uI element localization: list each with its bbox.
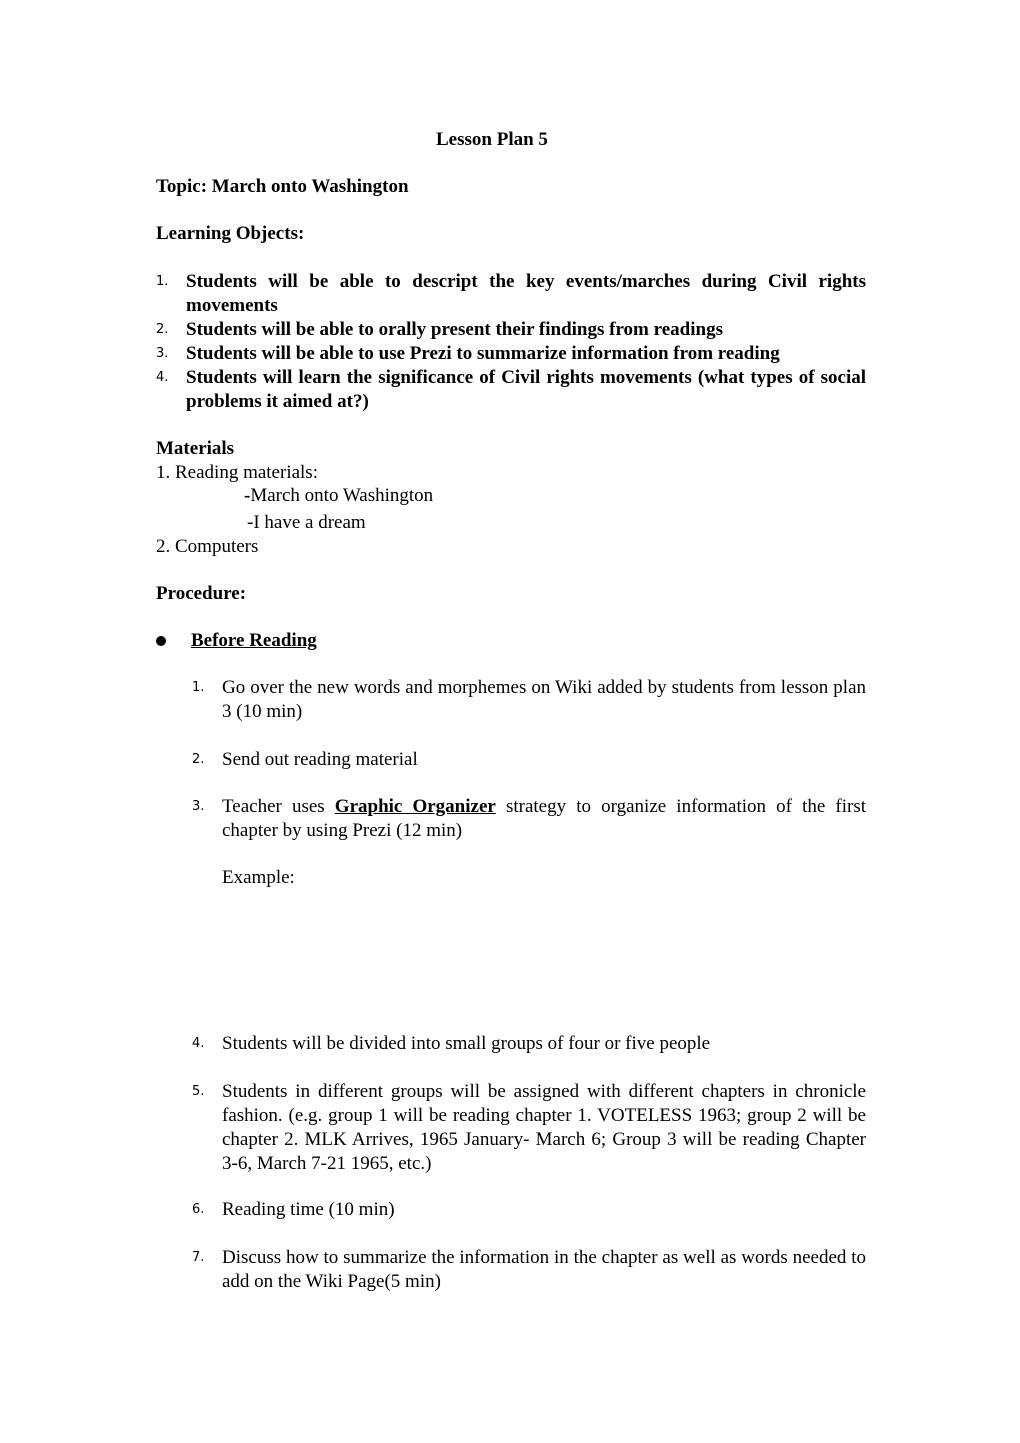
example-label: Example: [222, 867, 295, 888]
graphic-organizer-link: Graphic Organizer [334, 796, 496, 817]
dash-marker: - [244, 485, 251, 506]
step-text-post: strategy to organize information of the first chapter by using Prezi (12 min) [222, 796, 866, 841]
list-number: 1. [156, 274, 169, 289]
step-text: Send out reading material [222, 749, 418, 770]
materials-subitem [244, 484, 433, 508]
objective-text: Students will be able to use Prezi to summarize information from reading [186, 343, 780, 364]
materials-item-reading: 1. Reading materials: [156, 462, 318, 483]
learning-objects-heading: Learning Objects: [156, 223, 305, 244]
step-text-pre: Teacher uses [222, 796, 335, 817]
materials-heading: Materials [156, 438, 235, 459]
objective-text: Students will be able to orally present their findings from readings [186, 319, 723, 340]
step-text [222, 795, 866, 843]
step-text: Reading time (10 min) [222, 1199, 395, 1220]
list-number: 6. [192, 1202, 205, 1217]
materials-item-computers: 2. Computers [156, 536, 259, 557]
step-text: Go over the new words and morphemes on Wiki added by students from lesson plan 3 (10 min) [222, 677, 866, 722]
page-title: Lesson Plan 5 [436, 129, 548, 150]
list-number: 3. [156, 346, 169, 361]
list-number: 1. [192, 680, 205, 695]
list-number: 2. [156, 322, 169, 337]
list-number: 5. [192, 1084, 205, 1099]
objective-text: Students will be able to descript the key events/marches during Civil rights movements [186, 271, 866, 316]
materials-subitem: -I have a dream [247, 512, 366, 533]
topic-heading: Topic: March onto Washington [156, 176, 409, 197]
step-text: Students will be divided into small groups of four or five people [222, 1033, 711, 1054]
list-number: 3. [192, 799, 205, 814]
procedure-heading: Procedure: [156, 583, 247, 604]
list-number: 7. [192, 1250, 205, 1265]
objective-text: Students will learn the significance of Civil rights movements (what types of social problems it aimed at?) [186, 367, 866, 412]
list-number: 4. [156, 370, 169, 385]
list-number: 4. [192, 1036, 205, 1051]
step-text: Students in different groups will be assigned with different chapters in chronicle fashion. (e.g. group 1 will be reading chapter 1. VOTELESS 1963; group 2 will be chapter 2. MLK Arrives, 1965 January- March 6; Group 3 will be reading Chapter 3-6, March 7-21 1965, etc.) [222, 1081, 866, 1174]
list-number: 2. [192, 752, 205, 767]
bullet-icon [156, 636, 166, 646]
materials-subitem-text: March onto Washington [250, 485, 434, 506]
step-text: Discuss how to summarize the information in the chapter as well as words needed to add on the Wiki Page(5 min) [222, 1247, 866, 1292]
before-reading-heading: Before Reading [191, 630, 317, 651]
